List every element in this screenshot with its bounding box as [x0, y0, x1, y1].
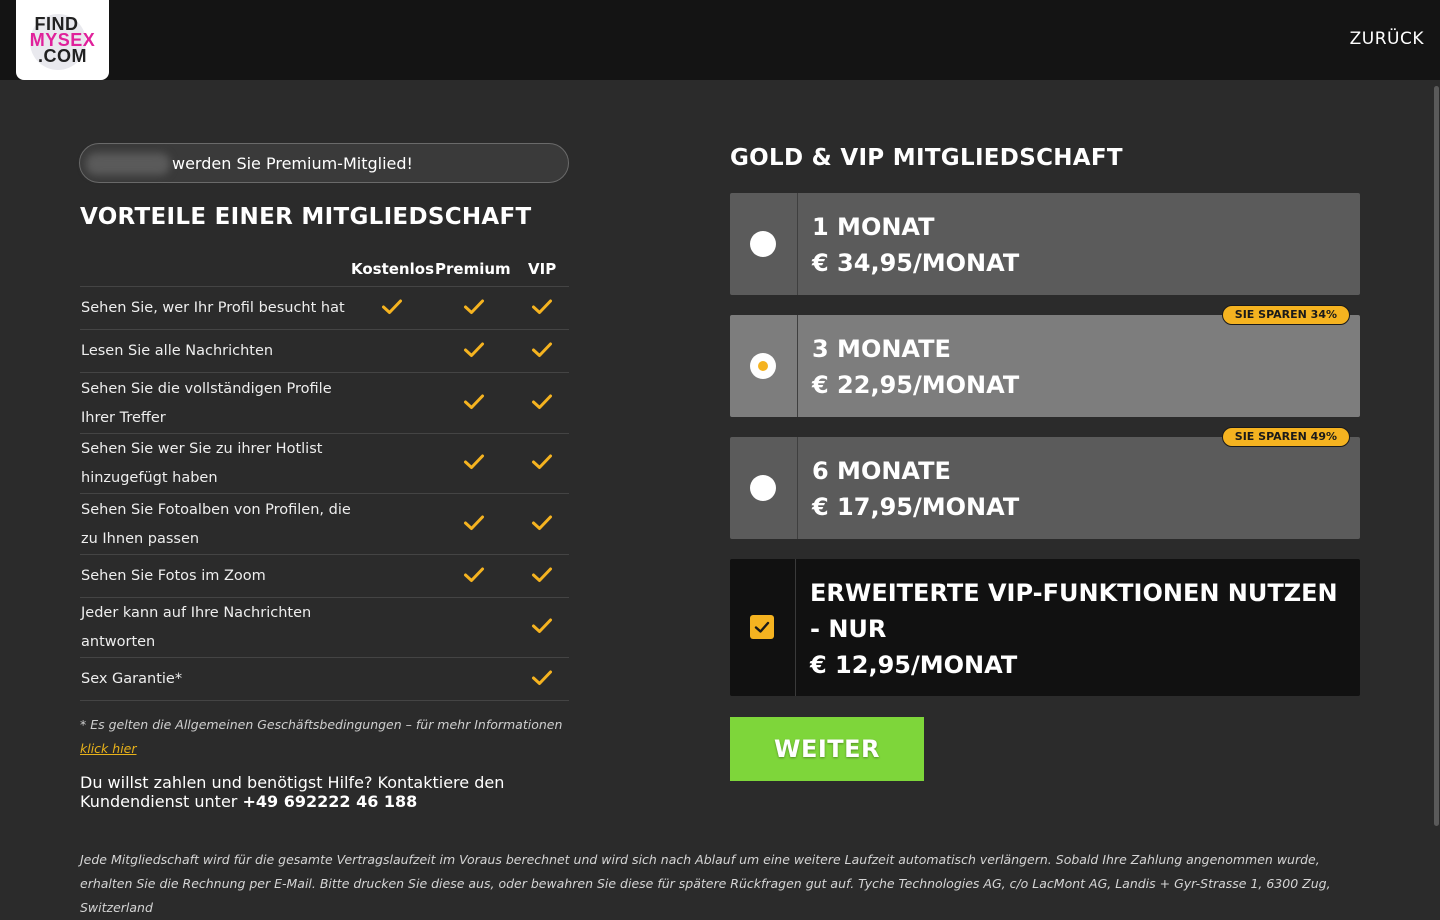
benefit-label: Sehen Sie wer Sie zu ihrer Hotlist hinzugefügt haben	[81, 441, 323, 486]
benefit-row	[80, 286, 569, 329]
site-logo[interactable]	[16, 0, 109, 80]
table-bottom-border	[80, 700, 569, 701]
benefit-row	[80, 329, 569, 372]
check-icon	[750, 615, 774, 639]
vip-addon-option[interactable]	[730, 559, 1360, 696]
check-icon	[531, 341, 553, 359]
check-icon	[463, 514, 485, 532]
benefit-label: Sehen Sie Fotoalben von Profilen, die zu Ihnen passen	[81, 501, 351, 547]
plan-price: € 22,95/MONAT	[812, 371, 1020, 399]
benefit-row	[80, 493, 569, 554]
column-vip: VIP	[528, 260, 557, 278]
plan-price: € 34,95/MONAT	[812, 249, 1020, 277]
check-icon	[381, 298, 403, 316]
benefit-label: Sehen Sie, wer Ihr Profil besucht hat	[81, 300, 345, 316]
vip-addon-text	[810, 575, 1340, 683]
promo-banner	[79, 143, 569, 183]
logo-line-2: MYSEX	[29, 30, 96, 50]
vip-addon-label: ERWEITERTE VIP-FUNKTIONEN NUTZEN - NUR	[810, 579, 1338, 643]
check-icon	[531, 566, 553, 584]
plans-title: GOLD & VIP MITGLIEDSCHAFT	[730, 145, 1123, 171]
benefit-row	[80, 433, 569, 493]
benefit-label: Sex Garantie*	[81, 671, 183, 687]
plan-option-3-months[interactable]	[730, 308, 1360, 417]
plan-option-1-month[interactable]	[730, 193, 1360, 295]
plan-divider	[797, 193, 798, 295]
plan-divider	[797, 315, 798, 417]
back-link[interactable]: ZURÜCK	[1349, 29, 1424, 49]
check-icon	[531, 298, 553, 316]
benefit-label: Sehen Sie Fotos im Zoom	[81, 568, 266, 584]
benefits-table	[80, 286, 569, 700]
check-icon	[531, 669, 553, 687]
scrollbar-thumb[interactable]	[1434, 86, 1439, 826]
plan-duration: 1 MONAT	[812, 213, 935, 241]
savings-badge: SIE SPAREN 34%	[1222, 305, 1350, 325]
benefit-row	[80, 554, 569, 597]
column-free: Kostenlos	[351, 260, 434, 278]
check-icon	[463, 453, 485, 471]
benefit-row	[80, 372, 569, 433]
promo-text: werden Sie Premium-Mitglied!	[172, 154, 413, 173]
benefit-row	[80, 597, 569, 657]
benefit-label: Sehen Sie die vollständigen Profile Ihrer Treffer	[81, 380, 332, 426]
check-icon	[531, 453, 553, 471]
continue-button[interactable]: WEITER	[730, 717, 924, 781]
blurred-username	[86, 153, 170, 175]
savings-badge: SIE SPAREN 49%	[1222, 427, 1350, 447]
legal-notice: Jede Mitgliedschaft wird für die gesamte Vertragslaufzeit im Voraus berechnet und wird sich nach Ablauf um eine weitere Laufzeit automatisch verlängern. Sobald Ihre Zahlung angenommen wurde, erhalten Sie die Rechnung per E-Mail. Bitte drucken Sie diese aus, oder bewahren Sie diese für spätere Rückfragen gut auf. Tyche Technologies AG, c/o LacMont AG, Landis + Gyr-Strasse 1, 6300 Zug, Switzerland	[80, 852, 1331, 915]
help-message: Du willst zahlen und benötigst Hilfe? Kontaktiere den Kundendienst unter	[80, 773, 505, 811]
plan-radio[interactable]	[750, 475, 776, 501]
logo-line-1: FIND	[34, 14, 79, 34]
check-icon	[463, 341, 485, 359]
radio-dot	[758, 361, 768, 371]
plan-option-6-months[interactable]	[730, 430, 1360, 539]
terms-link[interactable]: klick hier	[80, 741, 137, 756]
check-icon	[463, 566, 485, 584]
plan-price: € 17,95/MONAT	[812, 493, 1020, 521]
top-bar	[0, 0, 1440, 80]
footnote: * Es gelten die Allgemeinen Geschäftsbedingungen – für mehr Informationen	[80, 717, 563, 732]
plan-divider	[797, 437, 798, 539]
check-icon	[463, 393, 485, 411]
benefit-label: Lesen Sie alle Nachrichten	[81, 343, 274, 359]
vip-addon-price: € 12,95/MONAT	[810, 651, 1018, 679]
plan-duration: 3 MONATE	[812, 335, 951, 363]
logo-line-3: .COM	[38, 46, 87, 66]
check-icon	[531, 514, 553, 532]
check-icon	[463, 298, 485, 316]
plan-duration: 6 MONATE	[812, 457, 951, 485]
vip-divider	[795, 559, 796, 696]
column-premium: Premium	[435, 260, 511, 278]
check-icon	[531, 617, 553, 635]
help-phone[interactable]: +49 692222 46 188	[242, 792, 418, 811]
benefit-label: Jeder kann auf Ihre Nachrichten antworten	[81, 605, 312, 650]
vip-addon-checkbox[interactable]	[750, 615, 774, 639]
benefit-row	[80, 657, 569, 700]
plan-radio[interactable]	[750, 231, 776, 257]
benefits-title: VORTEILE EINER MITGLIEDSCHAFT	[80, 204, 532, 230]
plan-radio-selected[interactable]	[750, 353, 776, 379]
help-text	[80, 773, 540, 811]
check-icon	[531, 393, 553, 411]
